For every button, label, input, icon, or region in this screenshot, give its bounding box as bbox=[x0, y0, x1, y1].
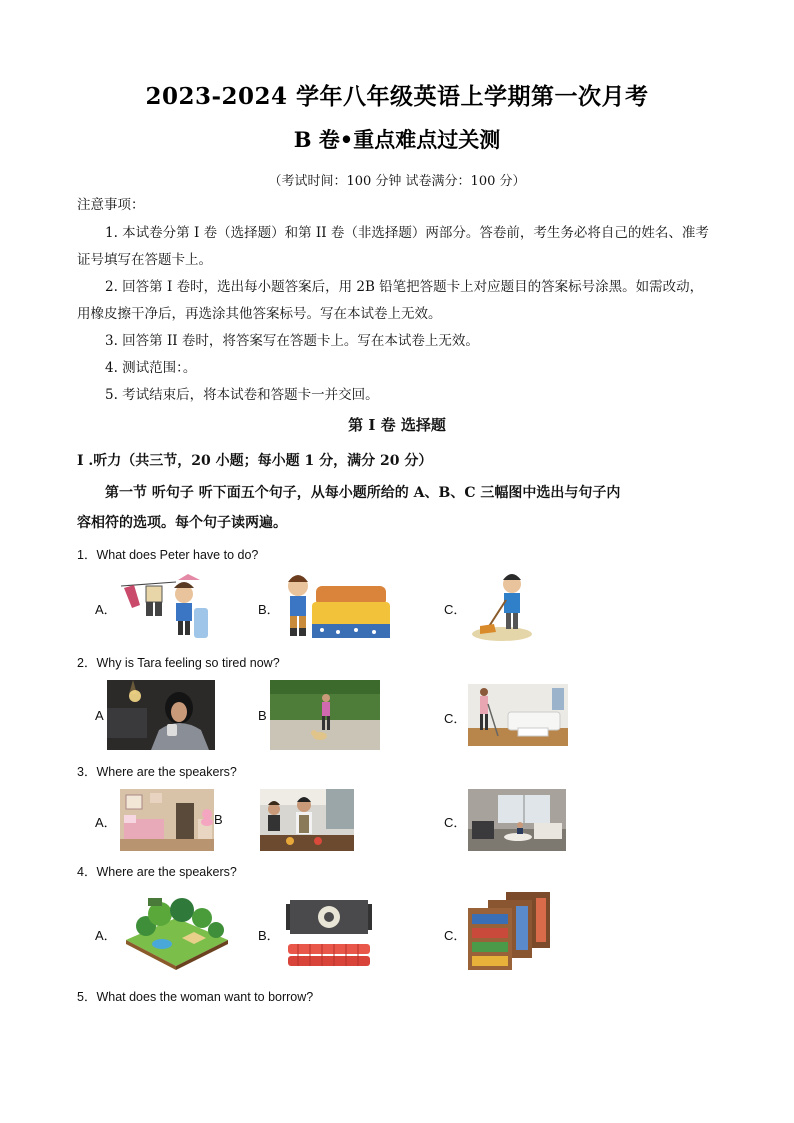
q1-make-bed-image bbox=[282, 572, 392, 644]
q3-option-a-label: A． bbox=[95, 815, 117, 830]
notice-line-4: 4. 测试范围：。 bbox=[105, 360, 197, 376]
exam-subtitle: B 卷•重点难点过关测 bbox=[293, 127, 501, 152]
notice-line-5: 5. 考试结束后，将本试卷和答题卡一并交回。 bbox=[105, 387, 379, 403]
q1-sweep-floor-image bbox=[470, 572, 532, 642]
q2-option-b-label: B bbox=[258, 708, 267, 723]
q1-option-a-label: A． bbox=[95, 602, 117, 617]
q3-kitchen-image bbox=[260, 789, 354, 851]
q2-dog-walk-image bbox=[270, 680, 380, 750]
notice-line-3: 3. 回答第 II 卷时，将答案写在答题卡上。写在本试卷上无效。 bbox=[105, 333, 479, 349]
q4-park-image bbox=[122, 888, 232, 970]
exam-title: 2023-2024 学年八年级英语上学期第一次月考 bbox=[145, 83, 649, 110]
notice-line-1b: 证号填写在答题卡上。 bbox=[77, 252, 212, 268]
q4-library-image bbox=[466, 890, 554, 972]
q1-option-c-label: C． bbox=[444, 602, 467, 617]
q3-toy-icon bbox=[200, 808, 214, 826]
notice-line-2: 2. 回答第 I 卷时，选出每小题答案后，用 2B 铅笔把答题卡上对应题目的答案标号涂黑。如需改动， bbox=[105, 279, 704, 295]
q3-option-b-label: B bbox=[214, 812, 223, 827]
q3-living-room-image bbox=[468, 789, 566, 851]
notice-line-2b: 用橡皮擦干净后，再选涂其他答案标号。写在本试卷上无效。 bbox=[77, 306, 442, 322]
q1-option-b-label: B． bbox=[258, 602, 280, 617]
instruction-line-1: 第一节 听句子 听下面五个句子，从每小题所给的 A、B、C 三幅图中选出与句子内 bbox=[105, 485, 621, 501]
section-title: I .听力（共三节，20 小题；每小题 1 分，满分 20 分） bbox=[77, 453, 433, 469]
q4-option-c-label: C． bbox=[444, 928, 467, 943]
question-2: 2．Why is Tara feeling so tired now? bbox=[77, 656, 280, 670]
notice-heading: 注意事项： bbox=[77, 197, 145, 213]
q4-cinema-image bbox=[286, 898, 372, 968]
instruction-line-2: 容相符的选项。每个句子读两遍。 bbox=[77, 515, 287, 531]
q2-tired-woman-image bbox=[107, 680, 215, 750]
q2-clean-room-image bbox=[468, 684, 568, 746]
question-3: 3．Where are the speakers? bbox=[77, 765, 237, 779]
question-5: 5．What does the woman want to borrow? bbox=[77, 990, 314, 1004]
notice-line-1: 1. 本试卷分第 I 卷（选择题）和第 II 卷（非选择题）两部分。答卷前，考生务必将自己的姓名、准考 bbox=[105, 225, 709, 241]
q2-option-a-label: A bbox=[95, 708, 104, 723]
exam-info: （考试时间：100 分钟 试卷满分：100 分） bbox=[268, 174, 526, 189]
question-1: 1．What does Peter have to do? bbox=[77, 548, 259, 562]
question-4: 4．Where are the speakers? bbox=[77, 865, 237, 879]
q2-option-c-label: C． bbox=[444, 711, 467, 726]
q1-laundry-image bbox=[116, 572, 216, 642]
q4-option-b-label: B． bbox=[258, 928, 280, 943]
q3-option-c-label: C． bbox=[444, 815, 467, 830]
part-title: 第 I 卷 选择题 bbox=[348, 416, 446, 434]
q4-option-a-label: A． bbox=[95, 928, 117, 943]
